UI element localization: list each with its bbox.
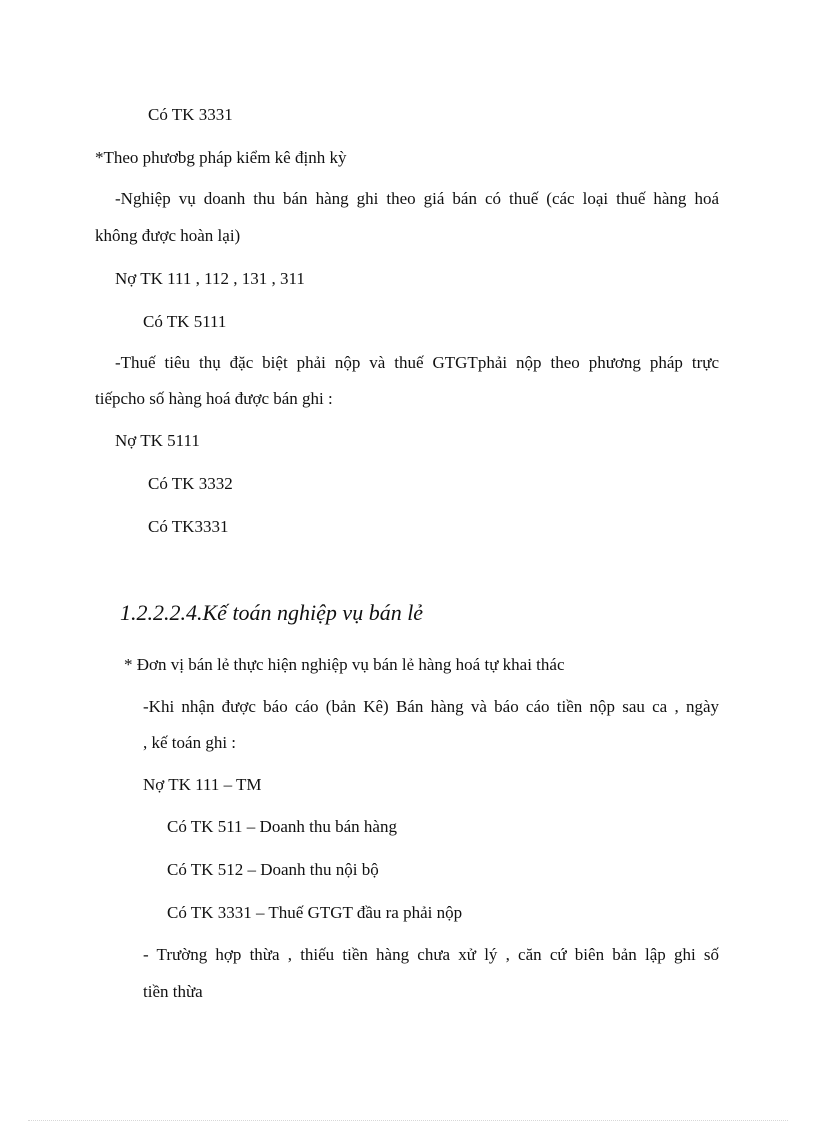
section-heading: 1.2.2.2.4.Kế toán nghiệp vụ bán lẻ <box>120 600 424 625</box>
page-bottom-divider <box>28 1120 788 1121</box>
text-line: tiếpcho số hàng hoá được bán ghi : <box>95 389 333 408</box>
text-line: Có TK 5111 <box>143 312 227 331</box>
text-line: -Thuế tiêu thụ đặc biệt phải nộp và thuế GTGTphải nộp theo phương pháp trực <box>115 353 719 372</box>
text-line: * Đơn vị bán lẻ thực hiện nghiệp vụ bán lẻ hàng hoá tự khai thác <box>124 655 565 674</box>
text-line: *Theo phươbg pháp kiểm kê định kỳ <box>95 148 347 167</box>
text-line: Có TK 511 – Doanh thu bán hàng <box>167 817 397 836</box>
text-line: Nợ TK 5111 <box>115 431 200 450</box>
text-line: tiền thừa <box>143 982 203 1001</box>
text-line: - Trường hợp thừa , thiếu tiền hàng chưa xử lý , căn cứ biên bản lập ghi số <box>143 945 719 964</box>
text-line: Có TK 512 – Doanh thu nội bộ <box>167 860 379 879</box>
text-line: -Khi nhận được báo cáo (bản Kê) Bán hàng và báo cáo tiền nộp sau ca , ngày <box>143 697 719 716</box>
text-line: không được hoàn lại) <box>95 226 241 245</box>
text-line: Nợ TK 111 , 112 , 131 , 311 <box>115 269 305 288</box>
text-line: Nợ TK 111 – TM <box>143 775 262 794</box>
text-line: Có TK 3331 <box>148 105 233 124</box>
text-line: , kế toán ghi : <box>143 733 237 752</box>
text-line: Có TK 3332 <box>148 474 233 493</box>
text-line: Có TK 3331 – Thuế GTGT đầu ra phải nộp <box>167 903 463 922</box>
text-line: -Nghiệp vụ doanh thu bán hàng ghi theo giá bán có thuế (các loại thuế hàng hoá <box>115 189 719 208</box>
text-line: Có TK3331 <box>148 517 229 536</box>
